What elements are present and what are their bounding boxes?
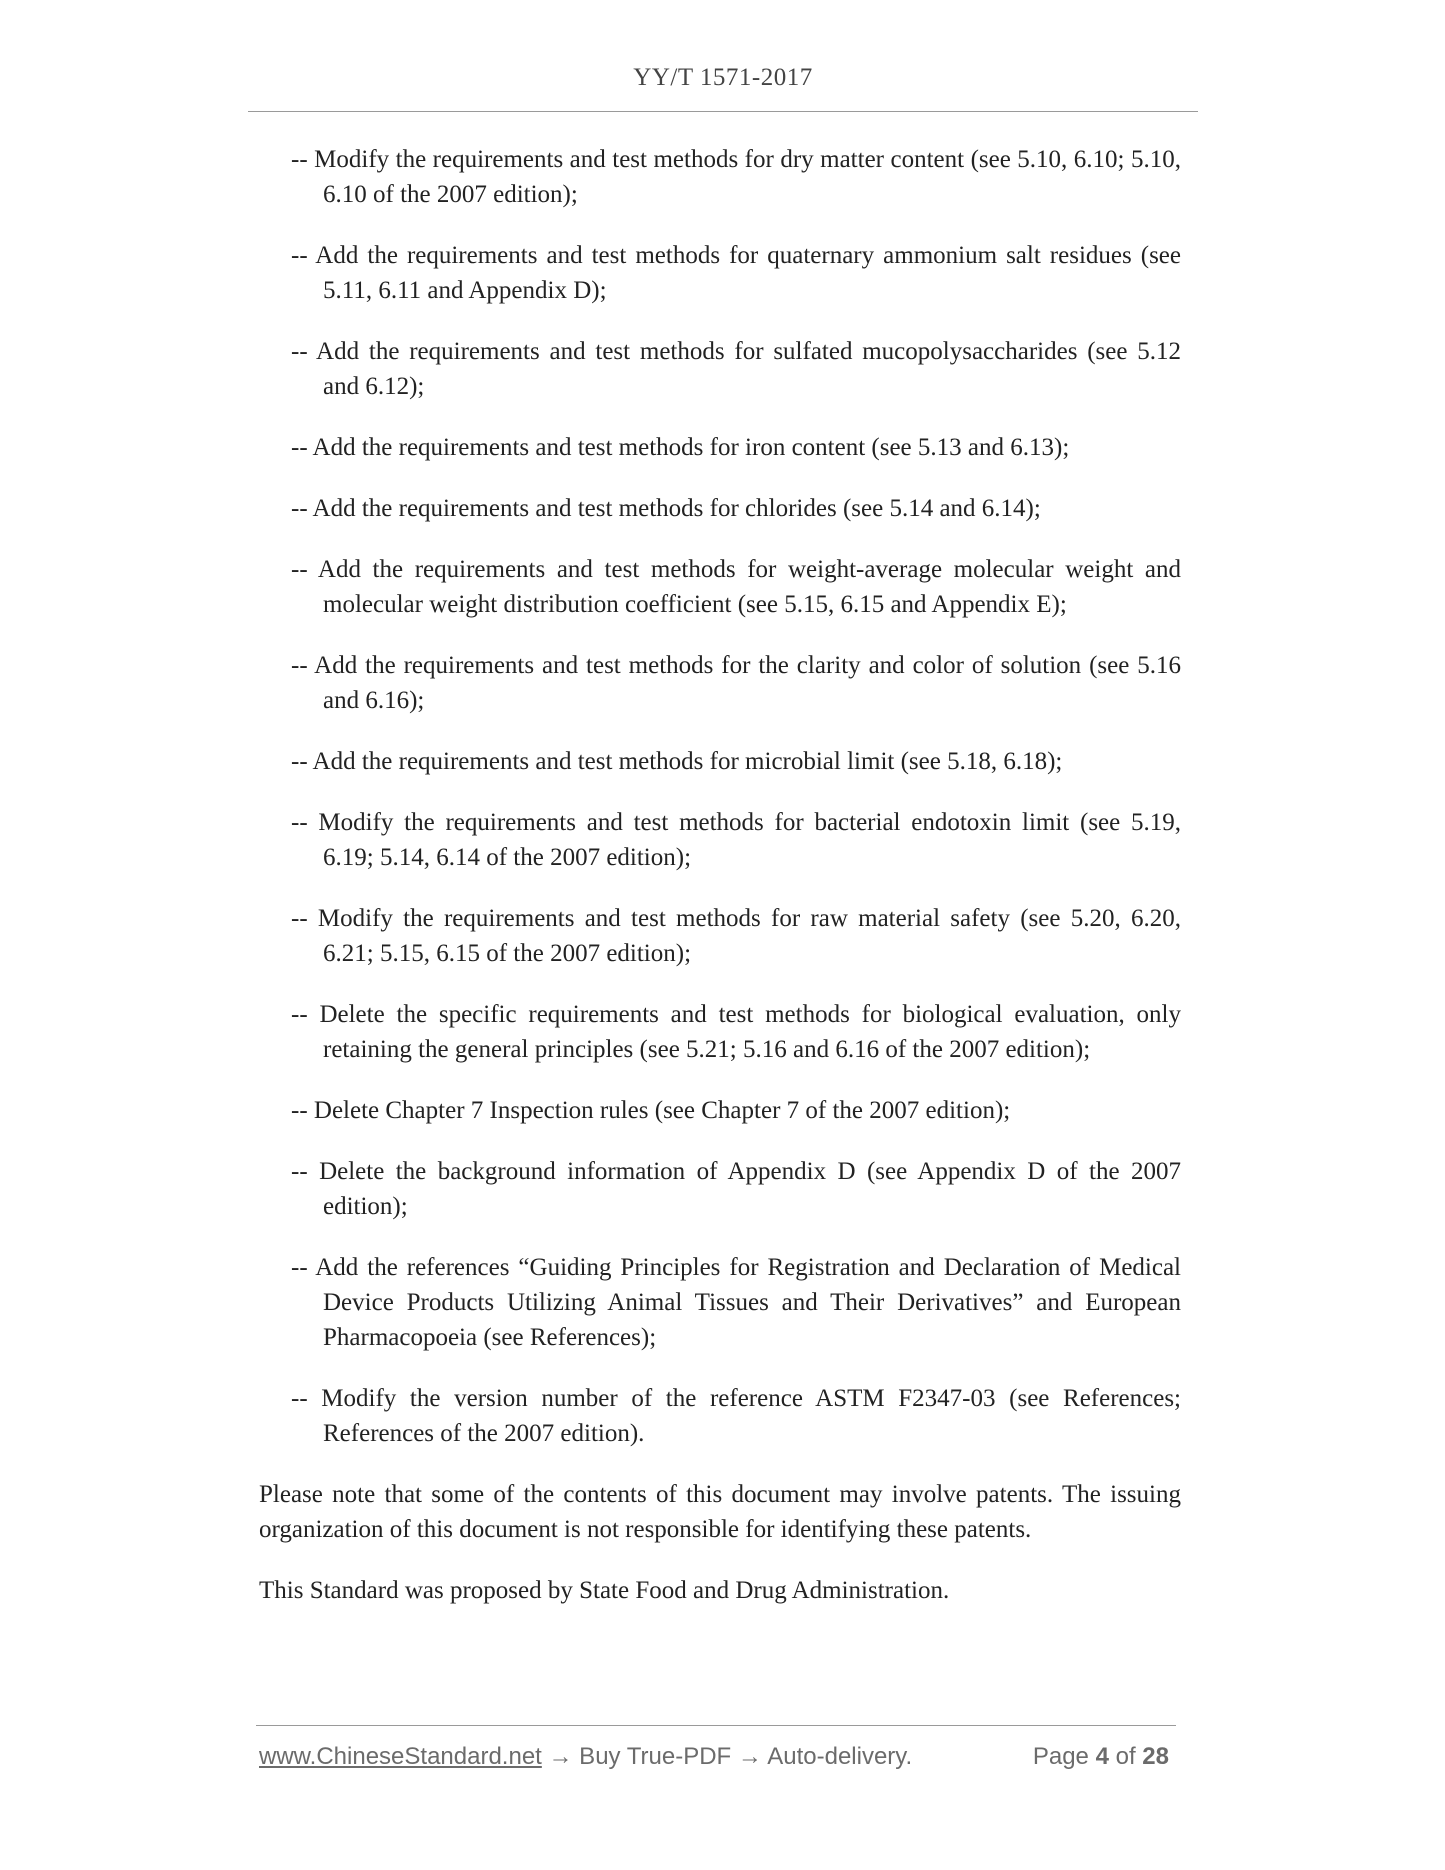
change-item: -- Add the requirements and test methods for iron content (see 5.13 and 6.13); xyxy=(291,434,1070,461)
page-number: 4 xyxy=(1095,1743,1109,1770)
change-item: -- Add the requirements and test methods for chlorides (see 5.14 and 6.14); xyxy=(291,495,1041,522)
page-label: Page xyxy=(1032,1743,1089,1770)
change-item: -- Modify the requirements and test methods for bacterial endotoxin limit (see 5.19, 6.19; 5.14, 6.14 of the 2007 edition); xyxy=(291,809,1181,871)
change-item: -- Modify the requirements and test methods for dry matter content (see 5.10, 6.10; 5.10, 6.10 of the 2007 edition); xyxy=(291,146,1181,208)
proposer-statement: This Standard was proposed by State Food and Drug Administration. xyxy=(259,1577,950,1604)
document-body xyxy=(259,142,1181,1634)
of-label: of xyxy=(1115,1743,1136,1770)
change-item: -- Delete the specific requirements and test methods for biological evaluation, only retaining the general principles (see 5.21; 5.16 and 6.16 of the 2007 edition); xyxy=(291,1001,1181,1063)
change-item: -- Add the requirements and test methods for quaternary ammonium salt residues (see 5.11, 6.11 and Appendix D); xyxy=(291,242,1181,304)
page-indicator xyxy=(1033,1743,1169,1771)
change-item: -- Add the requirements and test methods for microbial limit (see 5.18, 6.18); xyxy=(291,748,1063,775)
change-item: -- Delete the background information of Appendix D (see Appendix D of the 2007 edition); xyxy=(291,1158,1181,1220)
standard-number-header: YY/T 1571-2017 xyxy=(633,64,813,91)
change-item: -- Modify the requirements and test methods for raw material safety (see 5.20, 6.20, 6.21; 5.15, 6.15 of the 2007 edition); xyxy=(291,905,1181,967)
page-total: 28 xyxy=(1142,1743,1169,1770)
change-item: -- Add the references “Guiding Principles for Registration and Declaration of Medical Device Products Utilizing Animal Tissues and Their Derivatives” and European Pharmacopoeia (see References); xyxy=(291,1254,1181,1351)
change-item: -- Delete Chapter 7 Inspection rules (see Chapter 7 of the 2007 edition); xyxy=(291,1097,1011,1124)
website-link[interactable]: www.ChineseStandard.net xyxy=(259,1743,542,1770)
footer-promo-text: → Buy True-PDF → Auto-delivery. xyxy=(541,1743,913,1770)
header-divider xyxy=(248,111,1198,112)
patent-notice: Please note that some of the contents of this document may involve patents. The issuing organization of this document is not responsible for identifying these patents. xyxy=(259,1481,1181,1543)
change-item: -- Modify the version number of the reference ASTM F2347-03 (see References; References of the 2007 edition). xyxy=(291,1385,1181,1447)
change-item: -- Add the requirements and test methods for sulfated mucopolysaccharides (see 5.12 and 6.12); xyxy=(291,338,1181,400)
page-footer xyxy=(259,1743,1169,1771)
footer-divider xyxy=(256,1725,1176,1726)
changes-list xyxy=(259,142,1181,1451)
change-item: -- Add the requirements and test methods for weight-average molecular weight and molecular weight distribution coefficient (see 5.15, 6.15 and Appendix E); xyxy=(291,556,1181,618)
change-item: -- Add the requirements and test methods for the clarity and color of solution (see 5.16 and 6.16); xyxy=(291,652,1181,714)
